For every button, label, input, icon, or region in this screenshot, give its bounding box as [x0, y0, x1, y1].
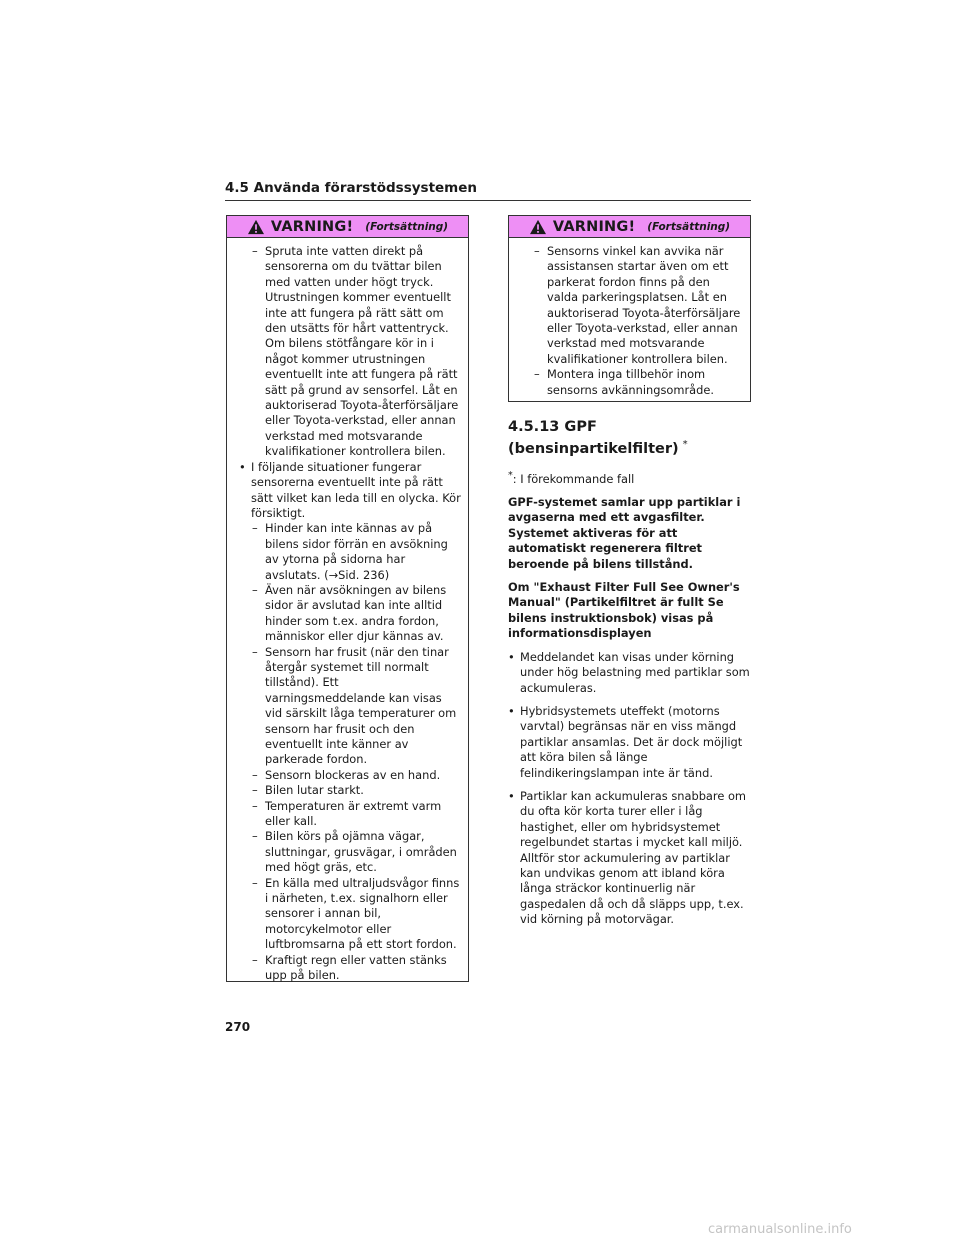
section-header: 4.5 Använda förarstödssystemen: [225, 180, 751, 201]
section-heading-text: 4.5.13 GPF (bensinpartikelfilter): [508, 419, 679, 457]
list-item: • Partiklar kan ackumuleras snabbare om du ofta kör korta turer eller i låg hastighet, eller om hybridsystemet regelbundet startas i mycket kall miljö. Alltför stor ackumulering av partiklar kan undvikas genom att ibland köra långa sträckor kontinuerlig när gaspedalen då och då släpps upp, t.ex. vid körning på motorvägar.: [508, 789, 754, 928]
warning-body: [509, 238, 750, 404]
list-item: – Sensorn har frusit (när den tinar återgår systemet till normalt tillstånd). Ett varningsmeddelande kan visas vid särskilt låga temperaturer om sensorn har frusit och den eventuellt inte känner av parkerade fordon.: [235, 645, 462, 768]
list-item: – Även när avsökningen av bilens sidor är avslutad kan inte alltid hinder som t.ex. andra fordon, människor eller djur kännas av.: [235, 583, 462, 645]
list-item: – Bilen lutar starkt.: [235, 783, 462, 798]
warning-body: [227, 238, 468, 990]
list-item: – Montera inga tillbehör inom sensorns avkänningsområde.: [517, 367, 744, 398]
warning-subtitle: (Fortsättning): [365, 220, 449, 233]
list-item: – Sensorn blockeras av en hand.: [235, 768, 462, 783]
footnote: [508, 468, 754, 487]
intro-text: GPF-systemet samlar upp partiklar i avgaserna med ett avgasfilter. Systemet aktiveras för att automatiskt regenerera filtret beroende på bilens tillstånd.: [508, 495, 741, 571]
gpf-section: [508, 418, 754, 936]
section-heading: [508, 418, 754, 458]
warning-triangle-icon: [247, 219, 265, 235]
warning-triangle-icon: [529, 219, 547, 235]
footnote-mark: *: [508, 469, 513, 481]
warning-title: VARNING!: [270, 218, 354, 235]
warning-header: [509, 216, 750, 238]
page-number: 270: [225, 1020, 251, 1034]
list-item: • Hybridsystemets uteffekt (motorns varvtal) begränsas när en viss mängd partiklar ansamlas. Det är dock möjligt att köra bilen så länge felindikeringslampan inte är tänd.: [508, 704, 754, 781]
watermark: carmanualsonline.info: [708, 1222, 852, 1237]
list-item: – Spruta inte vatten direkt på sensorerna om du tvättar bilen med vatten under högt tryck. Utrustningen kommer eventuellt inte att fungera på rätt sätt om den utsätts för hårt vattentryck. Om bilens stötfångare kör in i något kommer utrustningen eventuellt inte att fungera på rätt sätt på grund av sensorfel. Låt en auktoriserad Toyota-återförsäljare eller Toyota-verkstad, eller annan verkstad med motsvarande kvalifikationer kontrollera bilen.: [235, 244, 462, 460]
warning-box-left: [226, 215, 469, 982]
list-item: • I följande situationer fungerar sensorerna eventuellt inte på rätt sätt vilket kan leda till en olycka. Kör försiktigt.: [235, 460, 462, 522]
warning-title: VARNING!: [552, 218, 636, 235]
subheading: Om "Exhaust Filter Full See Owner's Manual" (Partikelfiltret är fullt Se bilens instruktionsbok) visas på informationsdisplayen: [508, 580, 740, 641]
warning-subtitle: (Fortsättning): [647, 220, 731, 233]
list-item: • Meddelandet kan visas under körning under hög belastning med partiklar som ackumuleras.: [508, 650, 754, 696]
list-item: – Bilen körs på ojämna vägar, sluttningar, grusvägar, i områden med högt gräs, etc.: [235, 829, 462, 875]
list-item: – Kraftigt regn eller vatten stänks upp på bilen.: [235, 953, 462, 984]
list-item: – Sensorns vinkel kan avvika när assistansen startar även om ett parkerat fordon finns på den valda parkeringsplatsen. Låt en auktoriserad Toyota-återförsäljare eller Toyota-verkstad, eller annan verkstad med motsvarande kvalifikationer kontrollera bilen.: [517, 244, 744, 367]
heading-asterisk: *: [682, 439, 688, 450]
warning-box-right: [508, 215, 751, 402]
list-item: – Hinder kan inte kännas av på bilens sidor förrän en avsökning av ytorna på sidorna har avslutats. (→Sid. 236): [235, 521, 462, 583]
warning-header: [227, 216, 468, 238]
footnote-text: : I förekommande fall: [512, 471, 635, 486]
list-item: – Temperaturen är extremt varm eller kall.: [235, 799, 462, 830]
list-item: – En källa med ultraljudsvågor finns i närheten, t.ex. signalhorn eller sensorer i annan bil, motorcykelmotor eller luftbromsarna på ett stort fordon.: [235, 876, 462, 953]
